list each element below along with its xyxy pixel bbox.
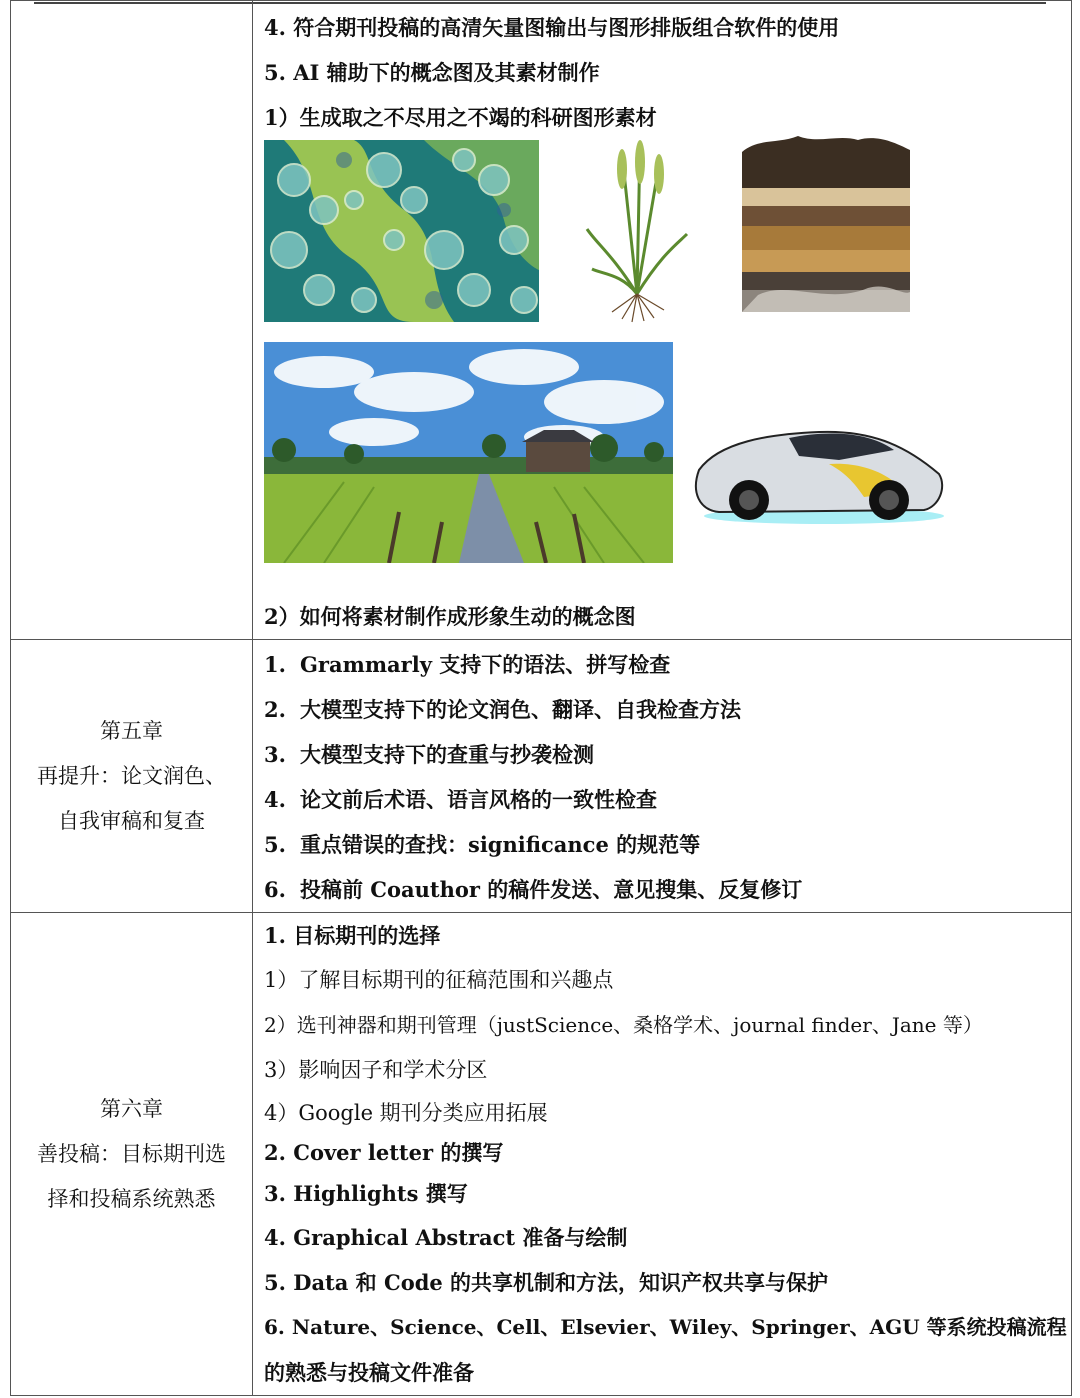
- chapter5-title-line2: 自我审稿和复查: [58, 808, 205, 833]
- algae-texture-image: [264, 140, 539, 322]
- chapter5-item: 2. 大模型支持下的论文润色、翻译、自我检查方法: [264, 697, 741, 722]
- row-chapter-6: [11, 913, 1072, 1396]
- course-outline-table: [10, 0, 1072, 1396]
- chapter6-item: 2. Cover letter 的撰写: [264, 1140, 504, 1165]
- rice-field-landscape-image: [264, 342, 673, 563]
- chapter5-item: 6. 投稿前 Coauthor 的稿件发送、意见搜集、反复修订: [264, 877, 803, 902]
- chapter6-item-6-continued: 的熟悉与投稿文件准备: [264, 1360, 474, 1385]
- chapter6-sub-item: 2）选刊神器和期刊管理（justScience、桑格学术、journal finder、Jane 等）: [264, 1013, 983, 1037]
- item-5: 5. AI 辅助下的概念图及其素材制作: [264, 60, 600, 85]
- chapter6-title-line2: 择和投稿系统熟悉: [47, 1186, 216, 1211]
- sports-car-image: [689, 412, 949, 532]
- item-4: 4. 符合期刊投稿的高清矢量图输出与图形排版组合软件的使用: [264, 15, 840, 40]
- chapter6-content-cell: [253, 913, 1072, 1396]
- row-chapter-5: [11, 640, 1072, 913]
- chapter5-item: 4. 论文前后术语、语言风格的一致性检查: [264, 787, 657, 812]
- chapter5-title-line1: 再提升：论文润色、: [37, 763, 226, 788]
- chapter6-sub-item: 4）Google 期刊分类应用拓展: [264, 1101, 548, 1125]
- chapter5-label: 第五章: [100, 718, 163, 743]
- chapter6-title-line1: 善投稿：目标期刊选: [37, 1141, 226, 1166]
- chapter5-item: 3. 大模型支持下的查重与抄袭检测: [264, 742, 594, 767]
- chapter6-item: 5. Data 和 Code 的共享机制和方法，知识产权共享与保护: [264, 1270, 829, 1295]
- chapter6-title-cell: [11, 913, 253, 1396]
- chapter6-sub-item: 1）了解目标期刊的征稿范围和兴趣点: [264, 968, 614, 992]
- chapter6-sub-item: 3）影响因子和学术分区: [264, 1058, 488, 1082]
- chapter5-item: 1. Grammarly 支持下的语法、拼写检查: [264, 652, 671, 677]
- wheat-plant-image: [582, 134, 692, 324]
- chapter5-item: 5. 重点错误的查找：significance 的规范等: [264, 832, 701, 857]
- chapter6-label: 第六章: [100, 1096, 163, 1121]
- sub-item-1: 1）生成取之不尽用之不竭的科研图形素材: [264, 105, 657, 130]
- chapter5-title-cell: [11, 640, 253, 913]
- image-gallery: [264, 140, 1071, 594]
- chapter6-item-1: 1. 目标期刊的选择: [264, 923, 441, 948]
- row1-left-cell: [11, 1, 253, 640]
- chapter6-item: 6. Nature、Science、Cell、Elsevier、Wiley、Springer、AGU 等系统投稿流程: [264, 1315, 1067, 1339]
- row1-right-cell: [253, 1, 1072, 640]
- chapter6-item: 3. Highlights 撰写: [264, 1181, 468, 1206]
- row-section-continued: [11, 1, 1072, 640]
- soil-layers-image: [738, 130, 914, 316]
- sub-item-2: 2）如何将素材制作成形象生动的概念图: [264, 604, 636, 629]
- chapter6-item: 4. Graphical Abstract 准备与绘制: [264, 1225, 628, 1250]
- chapter5-content-cell: [253, 640, 1072, 913]
